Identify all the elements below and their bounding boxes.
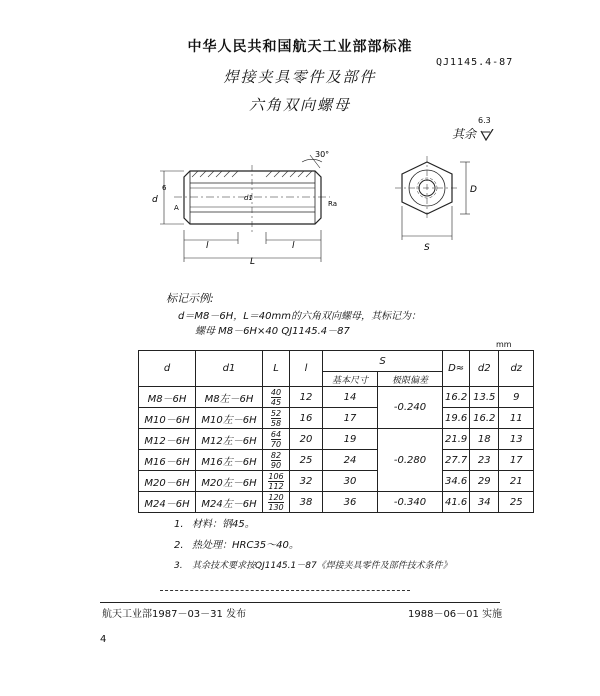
L-label: L (250, 257, 256, 267)
header-d1: d1 (196, 351, 263, 387)
cell-S: 30 (323, 471, 378, 492)
spec-table (138, 350, 534, 513)
cell-d: M16－6H (139, 450, 196, 471)
part-title: 六角双向螺母 (248, 96, 351, 114)
L-bot: 90 (270, 460, 282, 470)
cell-dz: 9 (499, 387, 534, 408)
cell-S: 24 (323, 450, 378, 471)
cell-d2: 18 (470, 429, 499, 450)
cell-S: 19 (323, 429, 378, 450)
header-L: L (263, 351, 290, 387)
cell-d: M8－6H (139, 387, 196, 408)
header-l: l (290, 351, 323, 387)
category-title: 焊接夹具零件及部件 (223, 68, 377, 86)
cell-d: M20－6H (139, 471, 196, 492)
S-label: S (424, 243, 430, 253)
cell-L (263, 492, 290, 513)
cell-dz: 25 (499, 492, 534, 513)
technical-drawing (130, 140, 490, 270)
effective-date: 1988－06－01 实施 (408, 609, 503, 620)
footer-rule (100, 602, 500, 603)
cell-L (263, 387, 290, 408)
header-d2: d2 (470, 351, 499, 387)
page-number: 4 (100, 634, 107, 645)
std-code: QJ1145.4-87 (436, 57, 514, 68)
cell-l: 16 (290, 408, 323, 429)
notes (174, 514, 452, 577)
cell-S: 36 (323, 492, 378, 513)
roughness-symbol-icon (480, 129, 494, 141)
L-bot: 70 (270, 439, 282, 449)
cell-d2: 23 (470, 450, 499, 471)
cell-d2: 13.5 (470, 387, 499, 408)
example-heading: 标记示例: (166, 292, 214, 305)
cell-d: M24－6H (139, 492, 196, 513)
header-d: d (139, 351, 196, 387)
end-view (395, 156, 460, 220)
table-row (139, 408, 534, 429)
header-S-basic: 基本尺寸 (323, 372, 378, 387)
cell-d1: M8左－6H (196, 387, 263, 408)
cell-d: M12－6H (139, 429, 196, 450)
cell-d1: M24左－6H (196, 492, 263, 513)
L-bot: 45 (270, 397, 282, 407)
L-top: 64 (270, 429, 282, 439)
table-row (139, 429, 534, 450)
header-S-limit: 极限偏差 (378, 372, 443, 387)
roughness-b-label: Ra (328, 200, 337, 208)
L-top: 120 (268, 492, 284, 502)
cell-S: 14 (323, 387, 378, 408)
table-row (139, 387, 534, 408)
dim-6-label: 6 (162, 184, 167, 192)
cell-dz: 21 (499, 471, 534, 492)
cell-D: 21.9 (443, 429, 470, 450)
example-line-1: d＝M8－6H，L＝40mm的六角双向螺母，其标记为： (178, 311, 421, 322)
cell-d1: M20左－6H (196, 471, 263, 492)
issue-date: 航天工业部1987－03－31 发布 (102, 609, 247, 620)
cell-dz: 17 (499, 450, 534, 471)
header-D: D≈ (443, 351, 470, 387)
cell-d1: M10左－6H (196, 408, 263, 429)
cell-d2: 29 (470, 471, 499, 492)
note-item: 1. 材料：钢45。 (174, 519, 255, 530)
L-top: 106 (268, 471, 284, 481)
cell-l: 25 (290, 450, 323, 471)
cell-d2: 34 (470, 492, 499, 513)
note-item: 2. 热处理：HRC35～40。 (174, 540, 299, 551)
cell-l: 20 (290, 429, 323, 450)
l-label-right: l (292, 241, 295, 251)
angle-label: 30° (315, 150, 330, 159)
l-label-left: l (206, 241, 209, 251)
cell-dz: 11 (499, 408, 534, 429)
d-label: d (152, 195, 158, 205)
cell-D: 27.7 (443, 450, 470, 471)
end-divider (160, 590, 410, 591)
cell-tolerance: -0.240 (378, 387, 443, 429)
L-bot: 58 (270, 418, 282, 428)
cell-l: 38 (290, 492, 323, 513)
cell-d2: 16.2 (470, 408, 499, 429)
table-row (139, 450, 534, 471)
cell-tolerance: -0.340 (378, 492, 443, 513)
cell-L (263, 429, 290, 450)
note-item: 3. 其余技术要求按QJ1145.1－87《焊接夹具零件及部件技术条件》 (174, 561, 452, 571)
cell-d1: M12左－6H (196, 429, 263, 450)
header-S: S (323, 351, 443, 372)
roughness-label: 其余 (452, 125, 494, 142)
cell-L (263, 471, 290, 492)
roughness-value: 6.3 (478, 116, 491, 125)
cell-D: 41.6 (443, 492, 470, 513)
d1-label: d1 (244, 194, 253, 202)
L-bot: 130 (268, 502, 284, 512)
cell-l: 32 (290, 471, 323, 492)
table-row (139, 471, 534, 492)
end-view-dims (402, 162, 470, 240)
cell-L (263, 408, 290, 429)
D-label: D (470, 185, 477, 195)
header-dz: dz (499, 351, 534, 387)
org-title: 中华人民共和国航天工业部部标准 (187, 39, 413, 55)
cell-D: 34.6 (443, 471, 470, 492)
unit-label: mm (496, 340, 512, 349)
L-bot: 112 (268, 481, 284, 491)
cell-d1: M16左－6H (196, 450, 263, 471)
cell-d: M10－6H (139, 408, 196, 429)
L-top: 52 (270, 408, 282, 418)
L-top: 82 (270, 450, 282, 460)
cell-D: 19.6 (443, 408, 470, 429)
cell-dz: 13 (499, 429, 534, 450)
cell-S: 17 (323, 408, 378, 429)
roughness-a-label: A (174, 204, 179, 212)
example-line-2: 螺母 M8－6H×40 QJ1145.4－87 (195, 326, 350, 337)
cell-l: 12 (290, 387, 323, 408)
cell-L (263, 450, 290, 471)
cell-D: 16.2 (443, 387, 470, 408)
cell-tolerance: -0.280 (378, 429, 443, 492)
L-top: 40 (270, 387, 282, 397)
table-row (139, 492, 534, 513)
